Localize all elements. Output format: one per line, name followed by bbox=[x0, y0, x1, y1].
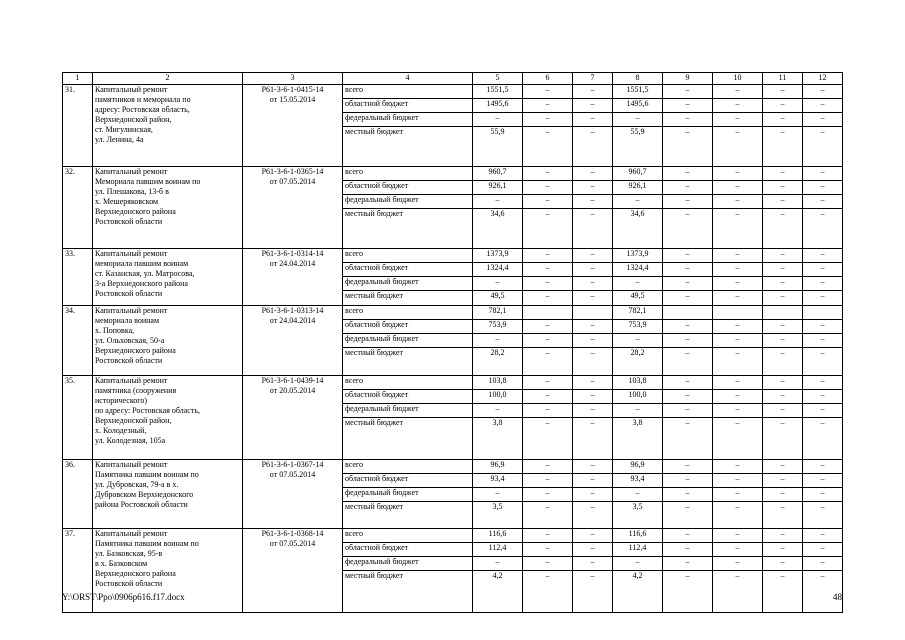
table-row bbox=[63, 460, 843, 474]
amount-cell: – bbox=[663, 376, 713, 390]
amount-cell: – bbox=[663, 209, 713, 249]
amount-cell: – bbox=[523, 488, 573, 502]
amount-cell: – bbox=[713, 502, 763, 529]
amount-cell: – bbox=[803, 99, 843, 113]
amount-cell: – bbox=[523, 502, 573, 529]
document-ref: Р61-3-6-1-0314-14 от 24.04.2014 bbox=[243, 249, 343, 306]
amount-cell: – bbox=[763, 209, 803, 249]
amount-cell: – bbox=[523, 113, 573, 127]
amount-cell: – bbox=[713, 249, 763, 263]
amount-cell: – bbox=[573, 488, 613, 502]
amount-cell: – bbox=[523, 543, 573, 557]
amount-cell: 28,2 bbox=[613, 348, 663, 376]
amount-cell: – bbox=[573, 85, 613, 99]
column-header: 4 bbox=[343, 73, 473, 85]
amount-cell: 1495,6 bbox=[613, 99, 663, 113]
funding-source: местный бюджет bbox=[343, 502, 473, 529]
budget-table bbox=[62, 72, 843, 613]
funding-source: местный бюджет bbox=[343, 127, 473, 167]
amount-cell: – bbox=[713, 85, 763, 99]
amount-cell: – bbox=[763, 557, 803, 571]
document-ref: Р61-3-6-1-0313-14 от 24.04.2014 bbox=[243, 306, 343, 376]
funding-source: всего bbox=[343, 460, 473, 474]
amount-cell: – bbox=[573, 167, 613, 181]
amount-cell: – bbox=[803, 249, 843, 263]
amount-cell: – bbox=[573, 334, 613, 348]
amount-cell: – bbox=[803, 181, 843, 195]
amount-cell: – bbox=[803, 195, 843, 209]
amount-cell: 1551,5 bbox=[473, 85, 523, 99]
amount-cell: 1324,4 bbox=[613, 263, 663, 277]
amount-cell: – bbox=[523, 557, 573, 571]
amount-cell: – bbox=[523, 99, 573, 113]
amount-cell: – bbox=[763, 113, 803, 127]
amount-cell: 103,8 bbox=[473, 376, 523, 390]
amount-cell: – bbox=[573, 181, 613, 195]
funding-source: местный бюджет bbox=[343, 291, 473, 306]
amount-cell: – bbox=[473, 195, 523, 209]
amount-cell: – bbox=[663, 404, 713, 418]
object-name: Капитальный ремонт памятников и мемориала по адресу: Ростовская область, Верхнедонской район, ст. Мигулинская, ул. Ленина, 4а bbox=[93, 85, 243, 167]
amount-cell: – bbox=[523, 376, 573, 390]
amount-cell: – bbox=[763, 334, 803, 348]
funding-source: местный бюджет bbox=[343, 418, 473, 460]
amount-cell: – bbox=[473, 277, 523, 291]
amount-cell: – bbox=[713, 291, 763, 306]
column-header: 10 bbox=[713, 73, 763, 85]
amount-cell: – bbox=[713, 320, 763, 334]
amount-cell: – bbox=[573, 390, 613, 404]
amount-cell: – bbox=[523, 277, 573, 291]
amount-cell: – bbox=[803, 209, 843, 249]
funding-source: местный бюджет bbox=[343, 348, 473, 376]
amount-cell: – bbox=[763, 127, 803, 167]
amount-cell: – bbox=[523, 249, 573, 263]
amount-cell: – bbox=[763, 291, 803, 306]
amount-cell: – bbox=[663, 543, 713, 557]
amount-cell: – bbox=[663, 571, 713, 613]
amount-cell: – bbox=[663, 249, 713, 263]
document-ref: Р61-3-6-1-0368-14 от 07.05.2014 bbox=[243, 529, 343, 613]
amount-cell bbox=[573, 306, 613, 320]
amount-cell: – bbox=[573, 460, 613, 474]
amount-cell: – bbox=[713, 99, 763, 113]
amount-cell: – bbox=[523, 291, 573, 306]
amount-cell: – bbox=[573, 263, 613, 277]
column-header: 7 bbox=[573, 73, 613, 85]
footer-file-path: Y:\ORST\Ppo\0906p616.f17.docx bbox=[62, 592, 185, 602]
amount-cell: – bbox=[473, 334, 523, 348]
amount-cell: – bbox=[803, 404, 843, 418]
amount-cell: 49,5 bbox=[473, 291, 523, 306]
document-sheet bbox=[62, 72, 843, 613]
amount-cell: 1324,4 bbox=[473, 263, 523, 277]
amount-cell: – bbox=[713, 348, 763, 376]
amount-cell: – bbox=[803, 529, 843, 543]
amount-cell: – bbox=[613, 277, 663, 291]
funding-source: областной бюджет bbox=[343, 99, 473, 113]
amount-cell: – bbox=[523, 571, 573, 613]
amount-cell: 782,1 bbox=[473, 306, 523, 320]
amount-cell: – bbox=[663, 488, 713, 502]
table-row bbox=[63, 167, 843, 181]
funding-source: федеральный бюджет bbox=[343, 277, 473, 291]
amount-cell bbox=[763, 306, 803, 320]
amount-cell: – bbox=[473, 557, 523, 571]
amount-cell: – bbox=[803, 291, 843, 306]
entry-number: 37. bbox=[63, 529, 93, 613]
amount-cell: – bbox=[523, 181, 573, 195]
amount-cell: 96,9 bbox=[613, 460, 663, 474]
amount-cell: – bbox=[713, 557, 763, 571]
amount-cell: – bbox=[763, 488, 803, 502]
funding-source: всего bbox=[343, 249, 473, 263]
amount-cell: – bbox=[803, 502, 843, 529]
entry-number: 34. bbox=[63, 306, 93, 376]
amount-cell: – bbox=[763, 195, 803, 209]
amount-cell: – bbox=[763, 320, 803, 334]
table-row bbox=[63, 376, 843, 390]
amount-cell: – bbox=[613, 488, 663, 502]
amount-cell: – bbox=[573, 348, 613, 376]
amount-cell bbox=[663, 306, 713, 320]
amount-cell: – bbox=[613, 404, 663, 418]
amount-cell: – bbox=[713, 571, 763, 613]
amount-cell: – bbox=[663, 113, 713, 127]
funding-source: федеральный бюджет bbox=[343, 195, 473, 209]
funding-source: областной бюджет bbox=[343, 390, 473, 404]
amount-cell: – bbox=[803, 263, 843, 277]
table-row bbox=[63, 249, 843, 263]
amount-cell: – bbox=[663, 348, 713, 376]
amount-cell: – bbox=[573, 249, 613, 263]
amount-cell: – bbox=[663, 320, 713, 334]
column-header: 2 bbox=[93, 73, 243, 85]
amount-cell: – bbox=[663, 85, 713, 99]
amount-cell: – bbox=[803, 277, 843, 291]
amount-cell: – bbox=[613, 113, 663, 127]
amount-cell: – bbox=[713, 209, 763, 249]
amount-cell: – bbox=[523, 167, 573, 181]
amount-cell bbox=[713, 306, 763, 320]
amount-cell: – bbox=[573, 291, 613, 306]
amount-cell: – bbox=[473, 488, 523, 502]
amount-cell: – bbox=[663, 390, 713, 404]
amount-cell: – bbox=[663, 418, 713, 460]
amount-cell: – bbox=[713, 167, 763, 181]
amount-cell: – bbox=[713, 181, 763, 195]
amount-cell: – bbox=[573, 543, 613, 557]
amount-cell: – bbox=[573, 404, 613, 418]
amount-cell: 3,5 bbox=[473, 502, 523, 529]
object-name: Капитальный ремонт Мемориала павшим воинам по ул. Плешакова, 13-б в х. Мешеряковском Верхнедонского района Ростовской области bbox=[93, 167, 243, 249]
amount-cell: – bbox=[763, 263, 803, 277]
amount-cell: – bbox=[573, 99, 613, 113]
amount-cell: – bbox=[613, 195, 663, 209]
amount-cell: – bbox=[523, 320, 573, 334]
amount-cell: – bbox=[613, 334, 663, 348]
table-row bbox=[63, 529, 843, 543]
amount-cell: 782,1 bbox=[613, 306, 663, 320]
amount-cell: – bbox=[573, 376, 613, 390]
amount-cell: – bbox=[523, 348, 573, 376]
amount-cell: 116,6 bbox=[613, 529, 663, 543]
amount-cell: – bbox=[663, 460, 713, 474]
amount-cell: 3,8 bbox=[473, 418, 523, 460]
amount-cell: – bbox=[523, 404, 573, 418]
amount-cell: – bbox=[713, 334, 763, 348]
column-header: 9 bbox=[663, 73, 713, 85]
amount-cell: – bbox=[613, 557, 663, 571]
amount-cell: 4,2 bbox=[473, 571, 523, 613]
amount-cell: 93,4 bbox=[613, 474, 663, 488]
amount-cell: – bbox=[523, 263, 573, 277]
amount-cell: – bbox=[713, 543, 763, 557]
amount-cell bbox=[803, 306, 843, 320]
amount-cell: – bbox=[803, 320, 843, 334]
amount-cell: – bbox=[523, 529, 573, 543]
amount-cell: 3,5 bbox=[613, 502, 663, 529]
amount-cell: 55,9 bbox=[473, 127, 523, 167]
amount-cell: – bbox=[713, 418, 763, 460]
amount-cell: – bbox=[663, 167, 713, 181]
entry-number: 31. bbox=[63, 85, 93, 167]
funding-source: всего bbox=[343, 306, 473, 320]
amount-cell: – bbox=[573, 113, 613, 127]
amount-cell: 103,8 bbox=[613, 376, 663, 390]
amount-cell: – bbox=[713, 263, 763, 277]
amount-cell: – bbox=[763, 167, 803, 181]
amount-cell: – bbox=[663, 474, 713, 488]
table-row bbox=[63, 85, 843, 99]
amount-cell: – bbox=[713, 488, 763, 502]
amount-cell: – bbox=[763, 390, 803, 404]
amount-cell: – bbox=[803, 460, 843, 474]
amount-cell: – bbox=[573, 571, 613, 613]
amount-cell: – bbox=[713, 390, 763, 404]
amount-cell: – bbox=[713, 195, 763, 209]
amount-cell: 960,7 bbox=[613, 167, 663, 181]
amount-cell: – bbox=[763, 249, 803, 263]
entry-number: 32. bbox=[63, 167, 93, 249]
amount-cell: – bbox=[523, 85, 573, 99]
column-header: 11 bbox=[763, 73, 803, 85]
column-header: 5 bbox=[473, 73, 523, 85]
amount-cell: – bbox=[663, 263, 713, 277]
amount-cell: – bbox=[763, 418, 803, 460]
amount-cell: – bbox=[803, 474, 843, 488]
amount-cell: – bbox=[803, 390, 843, 404]
amount-cell: – bbox=[763, 571, 803, 613]
document-ref: Р61-3-6-1-0415-14 от 15.05.2014 bbox=[243, 85, 343, 167]
amount-cell: – bbox=[573, 557, 613, 571]
amount-cell: – bbox=[763, 460, 803, 474]
funding-source: всего bbox=[343, 529, 473, 543]
amount-cell: – bbox=[763, 543, 803, 557]
amount-cell: – bbox=[713, 277, 763, 291]
amount-cell: – bbox=[663, 529, 713, 543]
amount-cell: – bbox=[523, 127, 573, 167]
amount-cell: 1373,9 bbox=[473, 249, 523, 263]
amount-cell: – bbox=[523, 390, 573, 404]
amount-cell: 1495,6 bbox=[473, 99, 523, 113]
amount-cell: – bbox=[763, 376, 803, 390]
amount-cell: – bbox=[763, 99, 803, 113]
amount-cell: – bbox=[523, 474, 573, 488]
column-header: 3 bbox=[243, 73, 343, 85]
amount-cell: – bbox=[473, 404, 523, 418]
amount-cell: – bbox=[713, 404, 763, 418]
amount-cell: – bbox=[473, 113, 523, 127]
amount-cell: 28,2 bbox=[473, 348, 523, 376]
entry-number: 35. bbox=[63, 376, 93, 460]
amount-cell: – bbox=[713, 474, 763, 488]
amount-cell: – bbox=[573, 502, 613, 529]
amount-cell: – bbox=[803, 418, 843, 460]
amount-cell: 96,9 bbox=[473, 460, 523, 474]
column-header: 1 bbox=[63, 73, 93, 85]
amount-cell: – bbox=[803, 85, 843, 99]
amount-cell: – bbox=[763, 502, 803, 529]
object-name: Капитальный ремонт памятника (сооружения исторического) по адресу: Ростовская область, Верхнедонской район, х. Колодезный, ул. Колодезная, 105а bbox=[93, 376, 243, 460]
amount-cell: – bbox=[573, 418, 613, 460]
amount-cell: – bbox=[803, 571, 843, 613]
amount-cell: 100,0 bbox=[613, 390, 663, 404]
funding-source: областной бюджет bbox=[343, 263, 473, 277]
amount-cell: – bbox=[763, 404, 803, 418]
funding-source: всего bbox=[343, 376, 473, 390]
amount-cell: – bbox=[573, 474, 613, 488]
amount-cell: – bbox=[763, 277, 803, 291]
amount-cell: – bbox=[663, 277, 713, 291]
entry-number: 36. bbox=[63, 460, 93, 529]
amount-cell: – bbox=[713, 127, 763, 167]
amount-cell: – bbox=[573, 320, 613, 334]
amount-cell: – bbox=[573, 277, 613, 291]
amount-cell: – bbox=[803, 334, 843, 348]
funding-source: федеральный бюджет bbox=[343, 557, 473, 571]
amount-cell: – bbox=[573, 127, 613, 167]
document-ref: Р61-3-6-1-0365-14 от 07.05.2014 bbox=[243, 167, 343, 249]
funding-source: областной бюджет bbox=[343, 474, 473, 488]
amount-cell: 960,7 bbox=[473, 167, 523, 181]
amount-cell: – bbox=[763, 348, 803, 376]
amount-cell: – bbox=[663, 334, 713, 348]
amount-cell: 753,9 bbox=[613, 320, 663, 334]
funding-source: всего bbox=[343, 167, 473, 181]
amount-cell: – bbox=[663, 195, 713, 209]
amount-cell: – bbox=[803, 557, 843, 571]
entry-number: 33. bbox=[63, 249, 93, 306]
amount-cell: 100,0 bbox=[473, 390, 523, 404]
amount-cell: – bbox=[573, 195, 613, 209]
amount-cell: – bbox=[663, 291, 713, 306]
amount-cell: – bbox=[713, 529, 763, 543]
amount-cell: 116,6 bbox=[473, 529, 523, 543]
column-header: 6 bbox=[523, 73, 573, 85]
amount-cell: – bbox=[573, 529, 613, 543]
funding-source: федеральный бюджет bbox=[343, 334, 473, 348]
funding-source: областной бюджет bbox=[343, 543, 473, 557]
amount-cell: 34,6 bbox=[473, 209, 523, 249]
amount-cell: 926,1 bbox=[613, 181, 663, 195]
amount-cell: 1551,5 bbox=[613, 85, 663, 99]
funding-source: местный бюджет bbox=[343, 571, 473, 613]
amount-cell: – bbox=[763, 181, 803, 195]
amount-cell: – bbox=[523, 418, 573, 460]
amount-cell: – bbox=[663, 557, 713, 571]
footer-page-number: 48 bbox=[833, 592, 842, 602]
amount-cell: – bbox=[663, 99, 713, 113]
amount-cell: 49,5 bbox=[613, 291, 663, 306]
amount-cell: 34,6 bbox=[613, 209, 663, 249]
amount-cell: – bbox=[663, 502, 713, 529]
amount-cell: 4,2 bbox=[613, 571, 663, 613]
funding-source: всего bbox=[343, 85, 473, 99]
object-name: Капитальный ремонт Памятника павшим воинам по ул. Дубровская, 79-а в х. Дубровском Верхнедонского района Ростовской области bbox=[93, 460, 243, 529]
document-ref: Р61-3-6-1-0367-14 от 07.05.2014 bbox=[243, 460, 343, 529]
object-name: Капитальный ремонт мемориала павшим воинам ст. Казанская, ул. Матросова, 3-а Верхнедонского района Ростовской области bbox=[93, 249, 243, 306]
amount-cell: – bbox=[523, 209, 573, 249]
amount-cell: – bbox=[713, 376, 763, 390]
funding-source: областной бюджет bbox=[343, 320, 473, 334]
column-header: 8 bbox=[613, 73, 663, 85]
document-ref: Р61-3-6-1-0439-14 от 20.05.2014 bbox=[243, 376, 343, 460]
amount-cell: – bbox=[523, 195, 573, 209]
funding-source: федеральный бюджет bbox=[343, 113, 473, 127]
funding-source: местный бюджет bbox=[343, 209, 473, 249]
amount-cell: – bbox=[803, 543, 843, 557]
amount-cell: – bbox=[713, 460, 763, 474]
object-name: Капитальный ремонт Памятника павшим воинам по ул. Базковская, 95-в в х. Базковском Верхнедонского района Ростовской области bbox=[93, 529, 243, 613]
amount-cell: – bbox=[573, 209, 613, 249]
amount-cell: – bbox=[803, 488, 843, 502]
table-row bbox=[63, 306, 843, 320]
amount-cell: 753,9 bbox=[473, 320, 523, 334]
amount-cell: – bbox=[763, 85, 803, 99]
funding-source: федеральный бюджет bbox=[343, 488, 473, 502]
amount-cell: – bbox=[803, 113, 843, 127]
amount-cell: – bbox=[763, 529, 803, 543]
amount-cell: 112,4 bbox=[473, 543, 523, 557]
amount-cell: 55,9 bbox=[613, 127, 663, 167]
column-header: 12 bbox=[803, 73, 843, 85]
amount-cell: – bbox=[803, 167, 843, 181]
amount-cell: – bbox=[523, 334, 573, 348]
funding-source: федеральный бюджет bbox=[343, 404, 473, 418]
funding-source: областной бюджет bbox=[343, 181, 473, 195]
amount-cell: – bbox=[523, 460, 573, 474]
amount-cell: – bbox=[663, 127, 713, 167]
amount-cell: 926,1 bbox=[473, 181, 523, 195]
amount-cell: – bbox=[803, 376, 843, 390]
object-name: Капитальный ремонт мемориала воинам х. Поповка, ул. Ольховская, 50-а Верхнедонского района Ростовской области bbox=[93, 306, 243, 376]
amount-cell bbox=[523, 306, 573, 320]
header-row bbox=[63, 73, 843, 85]
amount-cell: 112,4 bbox=[613, 543, 663, 557]
amount-cell: – bbox=[713, 113, 763, 127]
amount-cell: – bbox=[803, 348, 843, 376]
amount-cell: – bbox=[763, 474, 803, 488]
amount-cell: 3,8 bbox=[613, 418, 663, 460]
amount-cell: 93,4 bbox=[473, 474, 523, 488]
amount-cell: 1373,9 bbox=[613, 249, 663, 263]
amount-cell: – bbox=[803, 127, 843, 167]
amount-cell: – bbox=[663, 181, 713, 195]
